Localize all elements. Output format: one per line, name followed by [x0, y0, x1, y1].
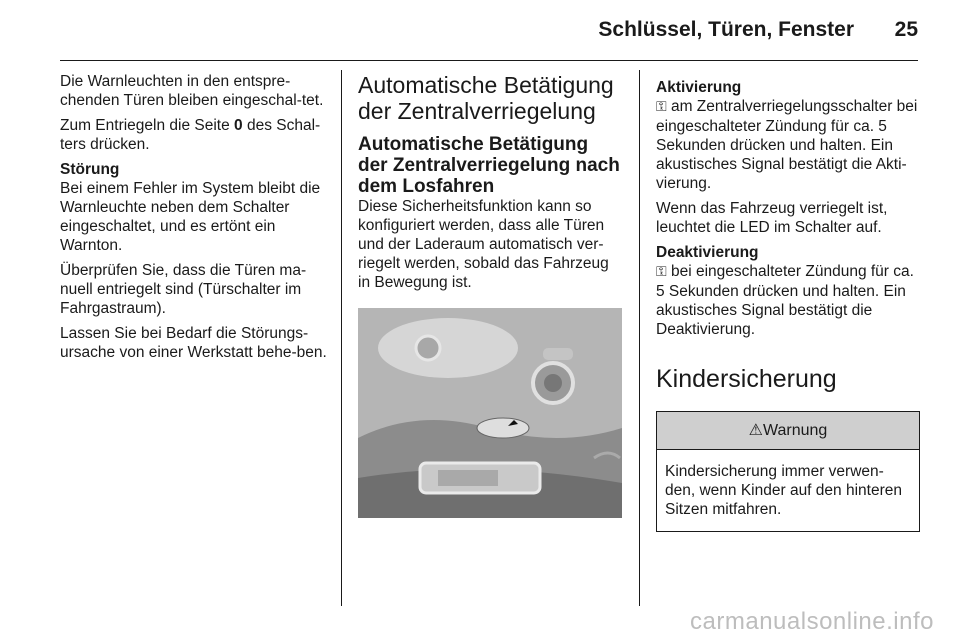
section-heading: Automatische Betätigung der Zentralverriegelung [358, 72, 614, 124]
text-bold: 0 [234, 117, 243, 134]
text: bei eingeschalteter Zündung für ca. 5 Sekunden drücken und halten. Ein akustisches Signal bestätigt die Deaktivierung. [656, 263, 914, 338]
warning-box [656, 411, 920, 532]
paragraph: Bei einem Fehler im System bleibt die Warnleuchte neben dem Schalter eingeschaltet, und es ertönt ein Warnton. [60, 180, 321, 254]
paragraph: Lassen Sie bei Bedarf die Störungs-ursache von einer Werkstatt behe-ben. [60, 325, 327, 361]
page-header [60, 0, 918, 61]
column-divider-2 [639, 70, 640, 606]
column-1 [60, 72, 328, 368]
subheading-aktivierung: Aktivierung [656, 79, 742, 96]
paragraph [656, 97, 920, 193]
watermark: carmanualsonline.info [690, 608, 934, 635]
photo-illustration [358, 308, 622, 518]
warning-text: Kindersicherung immer verwen-den, wenn Kinder auf den hinteren Sitzen mitfahren. [665, 463, 902, 518]
header-title: Schlüssel, Türen, Fenster [598, 18, 854, 41]
paragraph [656, 262, 920, 339]
paragraph [60, 116, 328, 154]
section-heading-kindersicherung: Kindersicherung [656, 365, 837, 393]
paragraph: Die Warnleuchten in den entspre-chenden Türen bleiben eingeschal-tet. [60, 73, 324, 109]
text: des Schal-ters drücken. [60, 117, 321, 153]
text: Zum Entriegeln die Seite [60, 117, 235, 134]
paragraph: Diese Sicherheitsfunktion kann so konfiguriert werden, dass alle Türen und der Laderaum automatisch ver-riegelt werden, sobald das Fahrzeug in Bewegung ist. [358, 198, 609, 291]
lock-icon: ⚿ [656, 99, 667, 115]
warning-icon: ⚠ [748, 422, 763, 439]
page-number: 25 [894, 18, 918, 41]
paragraph: Überprüfen Sie, dass die Türen ma-nuell entriegelt sind (Türschalter im Fahrgastraum). [60, 262, 307, 317]
subheading-stoerung: Störung [60, 161, 120, 178]
text: am Zentralverriegelungsschalter bei eingeschalteter Zündung für ca. 5 Sekunden drücken und halten. Ein akustisches Signal bestätigt die Akti-vierung. [656, 98, 918, 192]
paragraph: Wenn das Fahrzeug verriegelt ist, leuchtet die LED im Schalter auf. [656, 200, 888, 236]
section-subheading: Automatische Betätigung der Zentralverriegelung nach dem Losfahren [358, 134, 620, 197]
warning-header [657, 412, 919, 450]
column-3 [656, 78, 920, 532]
column-divider-1 [341, 70, 342, 606]
lock-icon: ⚿ [656, 264, 667, 280]
column-2 [358, 72, 622, 518]
warning-title: Warnung [763, 422, 828, 439]
subheading-deaktivierung: Deaktivierung [656, 244, 759, 261]
overhead-console-photo [358, 308, 622, 518]
